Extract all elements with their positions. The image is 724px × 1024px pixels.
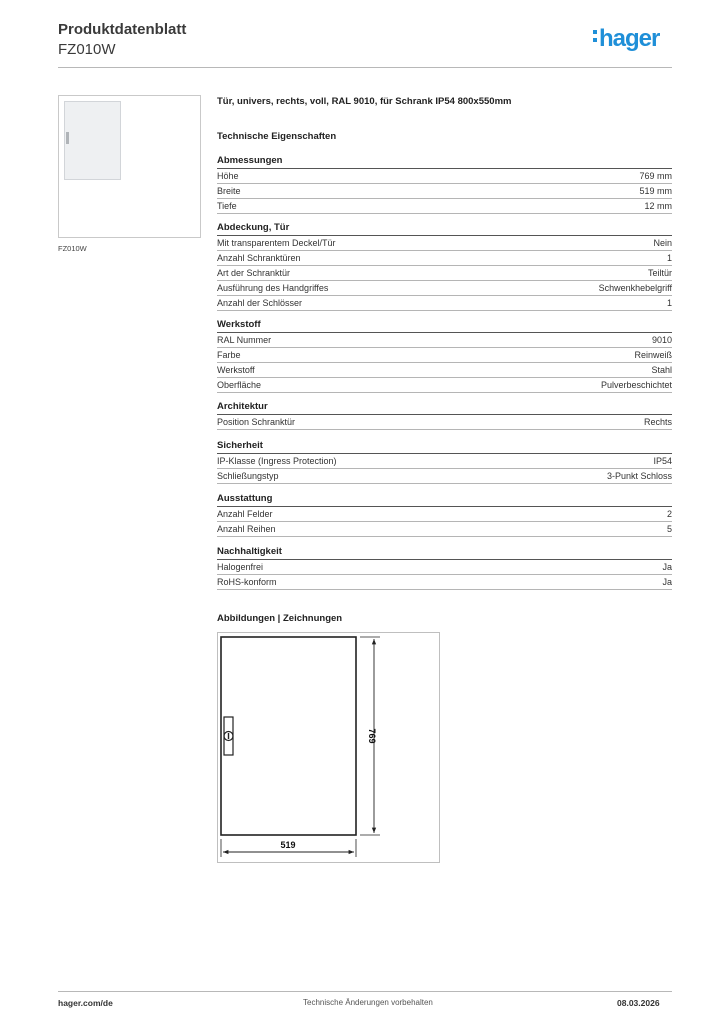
row-value: Ja bbox=[662, 577, 672, 587]
table-row bbox=[217, 333, 672, 348]
page-title: Produktdatenblatt bbox=[58, 21, 187, 38]
row-label: Ausführung des Handgriffes bbox=[217, 283, 329, 293]
door-handle-icon bbox=[66, 132, 69, 144]
row-value: Stahl bbox=[651, 365, 672, 375]
table-row bbox=[217, 281, 672, 296]
table-row bbox=[217, 378, 672, 393]
logo-text: hager bbox=[599, 25, 660, 52]
footer-website-link[interactable]: hager.com/de bbox=[58, 998, 113, 1008]
row-label: Werkstoff bbox=[217, 365, 255, 375]
technical-drawing[interactable] bbox=[217, 632, 440, 863]
row-label: IP-Klasse (Ingress Protection) bbox=[217, 456, 337, 466]
table-row bbox=[217, 199, 672, 214]
table-row bbox=[217, 575, 672, 590]
section-title: Werkstoff bbox=[217, 318, 672, 333]
row-value: Ja bbox=[662, 562, 672, 572]
table-row bbox=[217, 507, 672, 522]
section-title: Architektur bbox=[217, 400, 672, 415]
row-value: Rechts bbox=[643, 417, 672, 427]
row-label: Oberfläche bbox=[217, 380, 262, 390]
table-row bbox=[217, 415, 672, 430]
product-code: FZ010W bbox=[58, 41, 116, 58]
row-value: Schwenkhebelgriff bbox=[598, 283, 672, 293]
table-row bbox=[217, 184, 672, 199]
product-image[interactable] bbox=[58, 95, 201, 238]
door-thumbnail-icon bbox=[64, 101, 121, 180]
footer-note: Technische Änderungen vorbehalten bbox=[303, 998, 433, 1007]
row-label: Anzahl Felder bbox=[217, 509, 273, 519]
table-row bbox=[217, 469, 672, 484]
row-value: 769 mm bbox=[639, 171, 672, 181]
row-label: Tiefe bbox=[217, 201, 237, 211]
section-werkstoff bbox=[217, 318, 672, 393]
footer-date: 08.03.2026 bbox=[617, 998, 660, 1008]
row-value: 1 bbox=[666, 253, 672, 263]
row-label: RoHS-konform bbox=[217, 577, 277, 587]
row-label: Breite bbox=[217, 186, 241, 196]
section-abdeckung-tuer bbox=[217, 221, 672, 311]
section-abmessungen bbox=[217, 154, 672, 214]
row-label: Mit transparentem Deckel/Tür bbox=[217, 238, 336, 248]
table-row bbox=[217, 251, 672, 266]
row-value: 5 bbox=[666, 524, 672, 534]
row-value: 12 mm bbox=[644, 201, 672, 211]
table-row bbox=[217, 348, 672, 363]
footer-divider bbox=[58, 991, 672, 992]
table-row bbox=[217, 454, 672, 469]
row-label: Position Schranktür bbox=[217, 417, 296, 427]
row-value: Teiltür bbox=[647, 268, 672, 278]
table-row bbox=[217, 363, 672, 378]
row-label: Höhe bbox=[217, 171, 239, 181]
table-row bbox=[217, 296, 672, 311]
section-ausstattung bbox=[217, 492, 672, 537]
row-label: Anzahl Reihen bbox=[217, 524, 276, 534]
section-architektur bbox=[217, 400, 672, 430]
technical-properties-heading: Technische Eigenschaften bbox=[217, 131, 337, 142]
table-row bbox=[217, 266, 672, 281]
header-divider bbox=[58, 67, 672, 68]
section-nachhaltigkeit bbox=[217, 545, 672, 590]
row-value: Reinweiß bbox=[634, 350, 672, 360]
row-label: Art der Schranktür bbox=[217, 268, 291, 278]
door-drawing-icon bbox=[218, 633, 439, 862]
table-row bbox=[217, 522, 672, 537]
row-value: IP54 bbox=[653, 456, 672, 466]
section-title: Abdeckung, Tür bbox=[217, 221, 672, 236]
row-label: RAL Nummer bbox=[217, 335, 272, 345]
table-row bbox=[217, 560, 672, 575]
row-label: Farbe bbox=[217, 350, 241, 360]
row-label: Anzahl Schranktüren bbox=[217, 253, 301, 263]
row-value: Pulverbeschichtet bbox=[600, 380, 672, 390]
section-sicherheit bbox=[217, 439, 672, 484]
width-dimension-label: 519 bbox=[280, 840, 296, 850]
row-value: Nein bbox=[653, 238, 672, 248]
table-row bbox=[217, 169, 672, 184]
row-label: Anzahl der Schlösser bbox=[217, 298, 303, 308]
table-row bbox=[217, 236, 672, 251]
header bbox=[58, 20, 186, 60]
row-value: 3-Punkt Schloss bbox=[606, 471, 672, 481]
logo-dots-icon bbox=[593, 30, 597, 42]
row-value: 9010 bbox=[651, 335, 672, 345]
product-description: Tür, univers, rechts, voll, RAL 9010, für Schrank IP54 800x550mm bbox=[217, 96, 512, 107]
section-title: Nachhaltigkeit bbox=[217, 545, 672, 560]
row-label: Schließungstyp bbox=[217, 471, 279, 481]
height-dimension-label: 769 bbox=[367, 728, 377, 744]
section-title: Ausstattung bbox=[217, 492, 672, 507]
product-image-caption: FZ010W bbox=[58, 244, 87, 253]
section-title: Sicherheit bbox=[217, 439, 672, 454]
row-value: 519 mm bbox=[639, 186, 672, 196]
hager-logo[interactable] bbox=[593, 26, 659, 52]
section-title: Abmessungen bbox=[217, 154, 672, 169]
row-value: 1 bbox=[666, 298, 672, 308]
row-label: Halogenfrei bbox=[217, 562, 264, 572]
row-value: 2 bbox=[666, 509, 672, 519]
figures-heading: Abbildungen | Zeichnungen bbox=[217, 613, 343, 624]
